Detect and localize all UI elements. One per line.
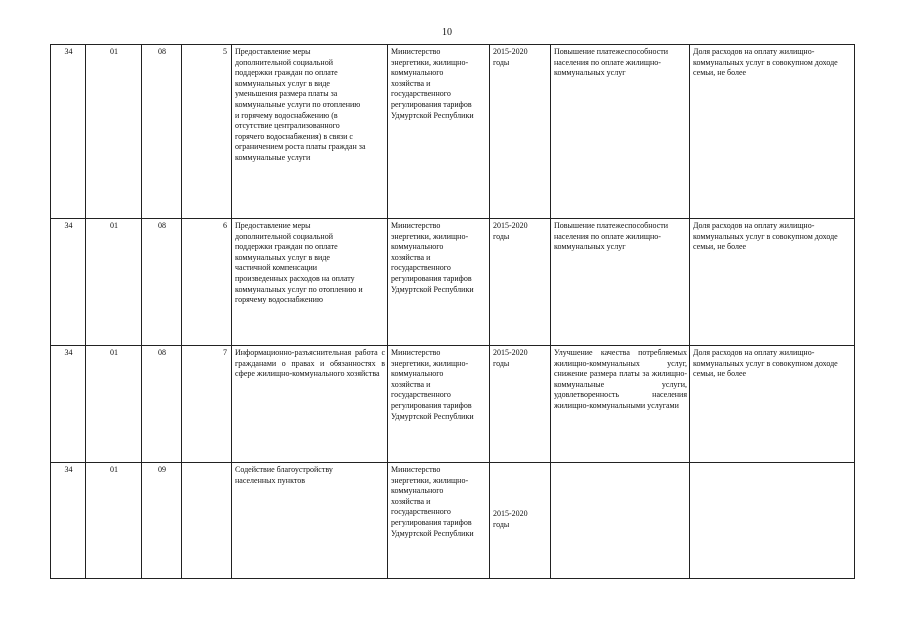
measure-name: Предоставление меры дополнительной социальной поддержки граждан по оплате коммунальных услуг в виде уменьшения размера платы за коммунальные услуги по отоплению и горячему водоснабжению (в отсутствие централизованного горячего водоснабжения) в связи с ограничением роста платы граждан за коммунальные услуги (232, 45, 388, 219)
period: 2015-2020 годы (490, 346, 551, 463)
period-cell (490, 463, 551, 579)
code-om: 09 (142, 463, 182, 579)
indicator: Доля расходов на оплату жилищно- коммунальных услуг в совокупном доходе семьи, не более (690, 45, 855, 219)
period: 2015-2020 годы (490, 45, 551, 219)
code-m (182, 463, 232, 579)
code-gp: 34 (51, 346, 86, 463)
code-gp: 34 (51, 45, 86, 219)
measure-name: Предоставление меры дополнительной социальной поддержки граждан по оплате коммунальных услуг в виде частичной компенсации произведенных расходов на оплату коммунальных услуг по отоплению и горячему водоснабжению (232, 219, 388, 346)
code-m: 7 (182, 346, 232, 463)
code-gp: 34 (51, 219, 86, 346)
code-pp: 01 (86, 219, 142, 346)
code-pp: 01 (86, 346, 142, 463)
period: 2015-2020 годы (490, 219, 551, 346)
expected-result: Повышение платежеспособности населения по оплате жилищно- коммунальных услуг (551, 219, 690, 346)
indicator (690, 463, 855, 579)
table-row (51, 45, 855, 219)
executor: Министерство энергетики, жилищно- коммунального хозяйства и государственного регулирования тарифов Удмуртской Республики (388, 346, 490, 463)
measure-name: Содействие благоустройству населенных пунктов (232, 463, 388, 579)
table-row (51, 219, 855, 346)
code-m: 5 (182, 45, 232, 219)
page-number: 10 (442, 27, 452, 38)
measure-name: Информационно-разъяснительная работа с гражданами о правах и обязанностях в сфере жилищно-коммунального хозяйства (232, 346, 388, 463)
expected-result: Улучшение качества потребляемых жилищно-коммунальных услуг, снижение размера платы за жилищно-коммунальные услуги, удовлетворенность населения жилищно-коммунальными услугами (551, 346, 690, 463)
code-m: 6 (182, 219, 232, 346)
expected-result (551, 463, 690, 579)
executor: Министерство энергетики, жилищно- коммунального хозяйства и государственного регулирования тарифов Удмуртской Республики (388, 463, 490, 579)
code-om: 08 (142, 219, 182, 346)
indicator: Доля расходов на оплату жилищно- коммунальных услуг в совокупном доходе семьи, не более (690, 219, 855, 346)
program-table (50, 44, 855, 579)
table-row (51, 463, 855, 579)
code-om: 08 (142, 346, 182, 463)
code-om: 08 (142, 45, 182, 219)
indicator: Доля расходов на оплату жилищно- коммунальных услуг в совокупном доходе семьи, не более (690, 346, 855, 463)
code-pp: 01 (86, 45, 142, 219)
period: 2015-2020 годы (493, 509, 528, 529)
expected-result: Повышение платежеспособности населения по оплате жилищно- коммунальных услуг (551, 45, 690, 219)
executor: Министерство энергетики, жилищно- коммунального хозяйства и государственного регулирования тарифов Удмуртской Республики (388, 219, 490, 346)
code-gp: 34 (51, 463, 86, 579)
code-pp: 01 (86, 463, 142, 579)
table-row (51, 346, 855, 463)
executor: Министерство энергетики, жилищно- коммунального хозяйства и государственного регулирования тарифов Удмуртской Республики (388, 45, 490, 219)
